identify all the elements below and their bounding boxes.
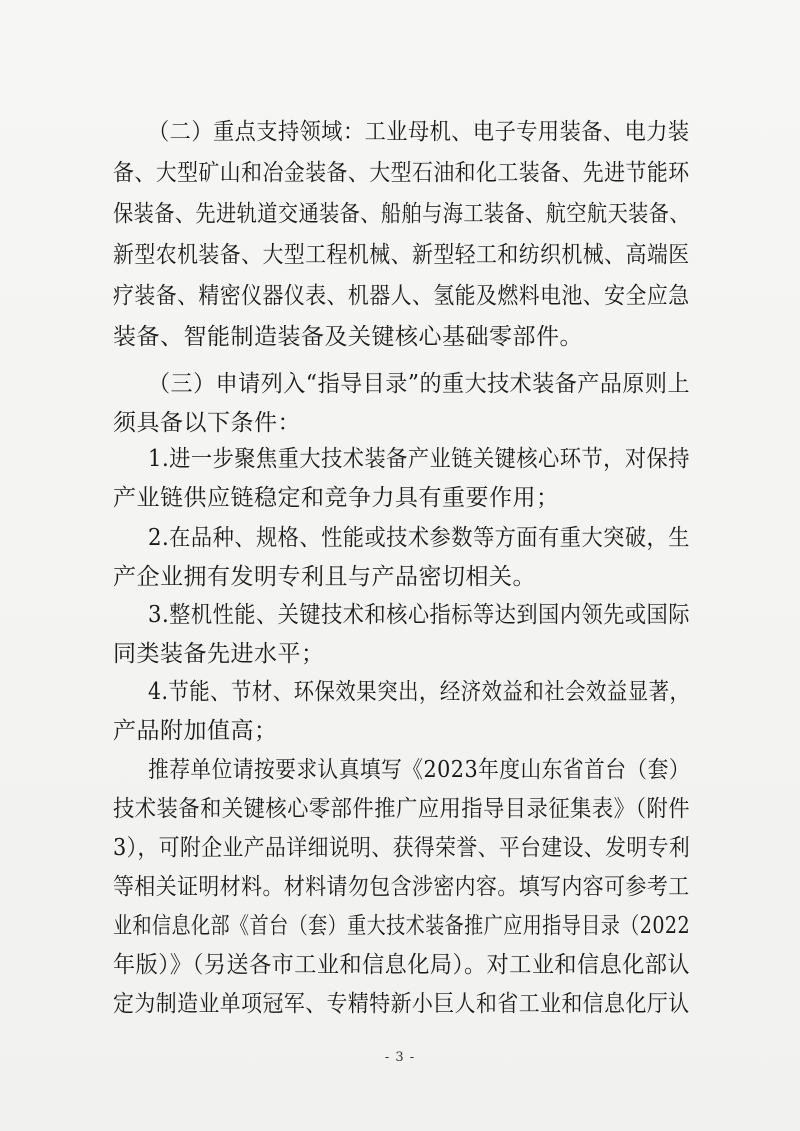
paragraph-line: 2.在品种、规格、性能或技术参数等方面有重大突破，生 <box>148 525 690 551</box>
paragraph-line: 技术装备和关键核心零部件推广应用指导目录征集表》（附件 <box>113 796 691 822</box>
paragraph-line: 产企业拥有发明专利且与产品密切相关。 <box>113 564 536 590</box>
paragraph-line: 推荐单位请按要求认真填写《2023年度山东省首台（套） <box>148 757 691 783</box>
paragraph-line: 疗装备、精密仪器仪表、机器人、氢能及燃料电池、安全应急 <box>113 283 690 309</box>
paragraph-line: （二）重点支持领域：工业母机、电子专用装备、电力装 <box>148 119 690 145</box>
paragraph-line: 新型农机装备、大型工程机械、新型轻工和纺织机械、高端医 <box>113 242 690 268</box>
paragraph-line: 定为制造业单项冠军、专精特新小巨人和省工业和信息化厅认 <box>113 991 690 1017</box>
page-number: - 3 - <box>384 1050 416 1065</box>
paragraph-line: 3），可附企业产品详细说明、获得荣誉、平台建设、发明专利 <box>113 835 691 861</box>
paragraph-line: 产品附加值高； <box>113 718 278 744</box>
paragraph-line: 须具备以下条件： <box>113 410 301 436</box>
paragraph-line: 备、大型矿山和冶金装备、大型石油和化工装备、先进节能环 <box>113 160 690 186</box>
paragraph-line: 保装备、先进轨道交通装备、船舶与海工装备、航空航天装备、 <box>113 201 691 227</box>
paragraph-line: 装备、智能制造装备及关键核心基础零部件。 <box>113 324 583 350</box>
paragraph-line: （三）申请列入“指导目录”的重大技术装备产品原则上 <box>148 371 691 397</box>
paragraph-line: 等相关证明材料。材料请勿包含涉密内容。填写内容可参考工 <box>113 874 690 900</box>
paragraph-line: 业和信息化部《首台（套）重大技术装备推广应用指导目录（2022 <box>113 913 691 939</box>
paragraph-line: 4.节能、节材、环保效果突出，经济效益和社会效益显著， <box>148 679 691 705</box>
paragraph-line: 年版）》（另送各市工业和信息化局）。对工业和信息化部认 <box>113 952 691 978</box>
paragraph-line: 3.整机性能、关键技术和核心指标等达到国内领先或国际 <box>148 602 690 628</box>
paragraph-line: 1.进一步聚焦重大技术装备产业链关键核心环节，对保持 <box>148 446 690 472</box>
paragraph-line: 同类装备先进水平； <box>113 641 325 667</box>
paragraph-line: 产业链供应链稳定和竞争力具有重要作用； <box>113 485 560 511</box>
